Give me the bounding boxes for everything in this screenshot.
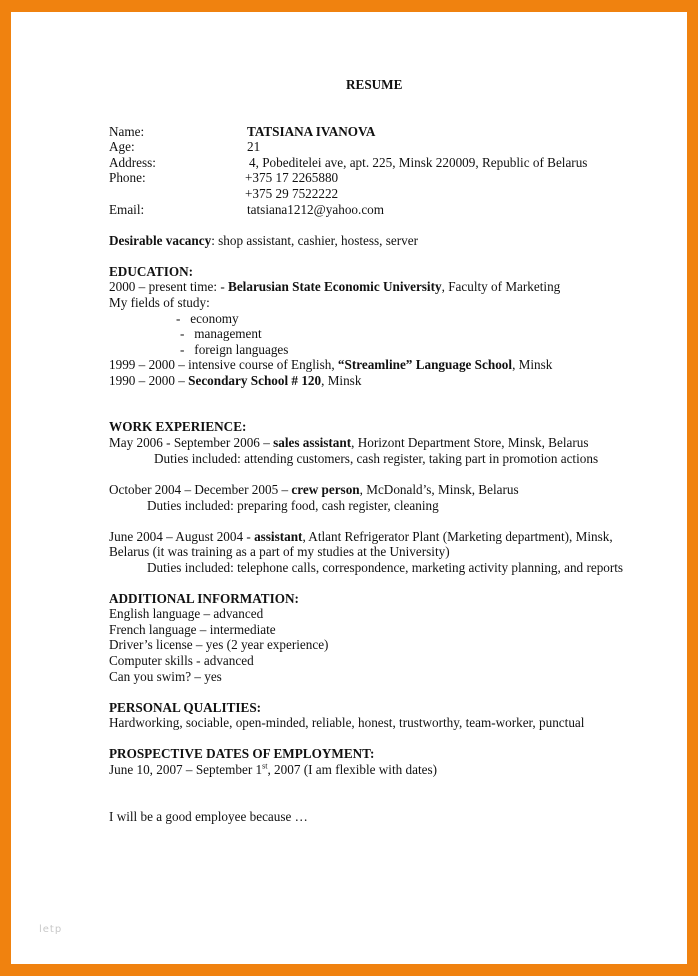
job1-employer: , Horizont Department Store, Minsk, Belarus [351,435,589,450]
qualities-heading: PERSONAL QUALITIES: [109,700,262,715]
vacancy-text: : shop assistant, cashier, hostess, server [211,233,418,248]
job2-dates: October 2004 – December 2005 – [109,482,292,497]
additional-item: Computer skills - advanced [109,653,254,668]
edu3-dates: 1990 – 2000 – [109,373,189,388]
vacancy-label: Desirable vacancy [109,233,212,248]
edu1-faculty: , Faculty of Marketing [441,279,561,294]
additional-item: Can you swim? – yes [109,669,222,684]
work-heading: WORK EXPERIENCE: [109,419,247,434]
job2-title: crew person [291,482,360,497]
dates-end: , 2007 (I am flexible with dates) [267,762,438,777]
dates-start: June 10, 2007 – September 1 [109,762,263,777]
job-2-duties: Duties included: preparing food, cash register, cleaning [147,498,439,513]
edu1-institution: Belarusian State Economic University [228,279,442,294]
field-item-text: economy [190,311,239,326]
age-label: Age: [109,139,135,154]
resume-page [11,12,687,964]
address-label: Address: [109,155,156,170]
qualities-text: Hardworking, sociable, open-minded, reliable, honest, trustworthy, team-worker, punctual [109,715,585,730]
fields-label: My fields of study: [109,295,210,310]
job3-title: assistant [254,529,303,544]
job2-employer: , McDonald’s, Minsk, Belarus [359,482,519,497]
job-3-line [109,529,613,545]
edu3-city: , Minsk [321,373,362,388]
education-heading: EDUCATION: [109,264,194,279]
phone-value-2: +375 29 7522222 [245,186,339,201]
email-label: Email: [109,202,145,217]
phone-label: Phone: [109,170,146,185]
field-item-text: management [194,326,262,341]
field-item: - management [180,326,262,341]
email-value: tatsiana1212@yahoo.com [247,202,385,217]
field-item: - economy [176,311,239,326]
edu1-dates: 2000 – present time: - [109,279,229,294]
education-line-1 [109,279,560,295]
job-3-duties: Duties included: telephone calls, correspondence, marketing activity planning, and reports [147,560,624,575]
edu2-school: “Streamline” Language School [337,357,513,372]
resume-title: RESUME [346,77,403,92]
job3-employer: , Atlant Refrigerator Plant (Marketing department), Minsk, [302,529,613,544]
job3-dates: June 2004 – August 2004 - [109,529,255,544]
dates-heading: PROSPECTIVE DATES OF EMPLOYMENT: [109,746,375,761]
name-value: TATSIANA IVANOVA [247,124,376,139]
job-1-duties: Duties included: attending customers, cash register, taking part in promotion actions [154,451,599,466]
job-1-line [109,435,588,451]
watermark-text: letp [39,924,63,935]
job1-dates: May 2006 - September 2006 – [109,435,274,450]
name-label: Name: [109,124,145,139]
education-line-3 [109,373,361,389]
job-2-line [109,482,519,498]
edu3-school: Secondary School # 120 [188,373,322,388]
field-item: - foreign languages [180,342,289,357]
edu2-text: 1999 – 2000 – intensive course of English, [109,357,338,372]
age-value: 21 [247,139,261,154]
address-value: 4, Pobeditelei ave, apt. 225, Minsk 220009, Republic of Belarus [249,155,588,170]
field-item-text: foreign languages [194,342,289,357]
closing-line: I will be a good employee because … [109,809,308,824]
education-line-2 [109,357,552,373]
job1-title: sales assistant [273,435,352,450]
additional-heading: ADDITIONAL INFORMATION: [109,591,299,606]
additional-item: English language – advanced [109,606,264,621]
edu2-city: , Minsk [512,357,553,372]
dates-text [109,762,437,778]
vacancy-line [109,233,418,249]
job-3-line-2: Belarus (it was training as a part of my studies at the University) [109,544,450,559]
additional-item: French language – intermediate [109,622,276,637]
dates-ordinal: st [262,761,268,771]
phone-value-1: +375 17 2265880 [245,170,339,185]
additional-item: Driver’s license – yes (2 year experience) [109,637,329,652]
